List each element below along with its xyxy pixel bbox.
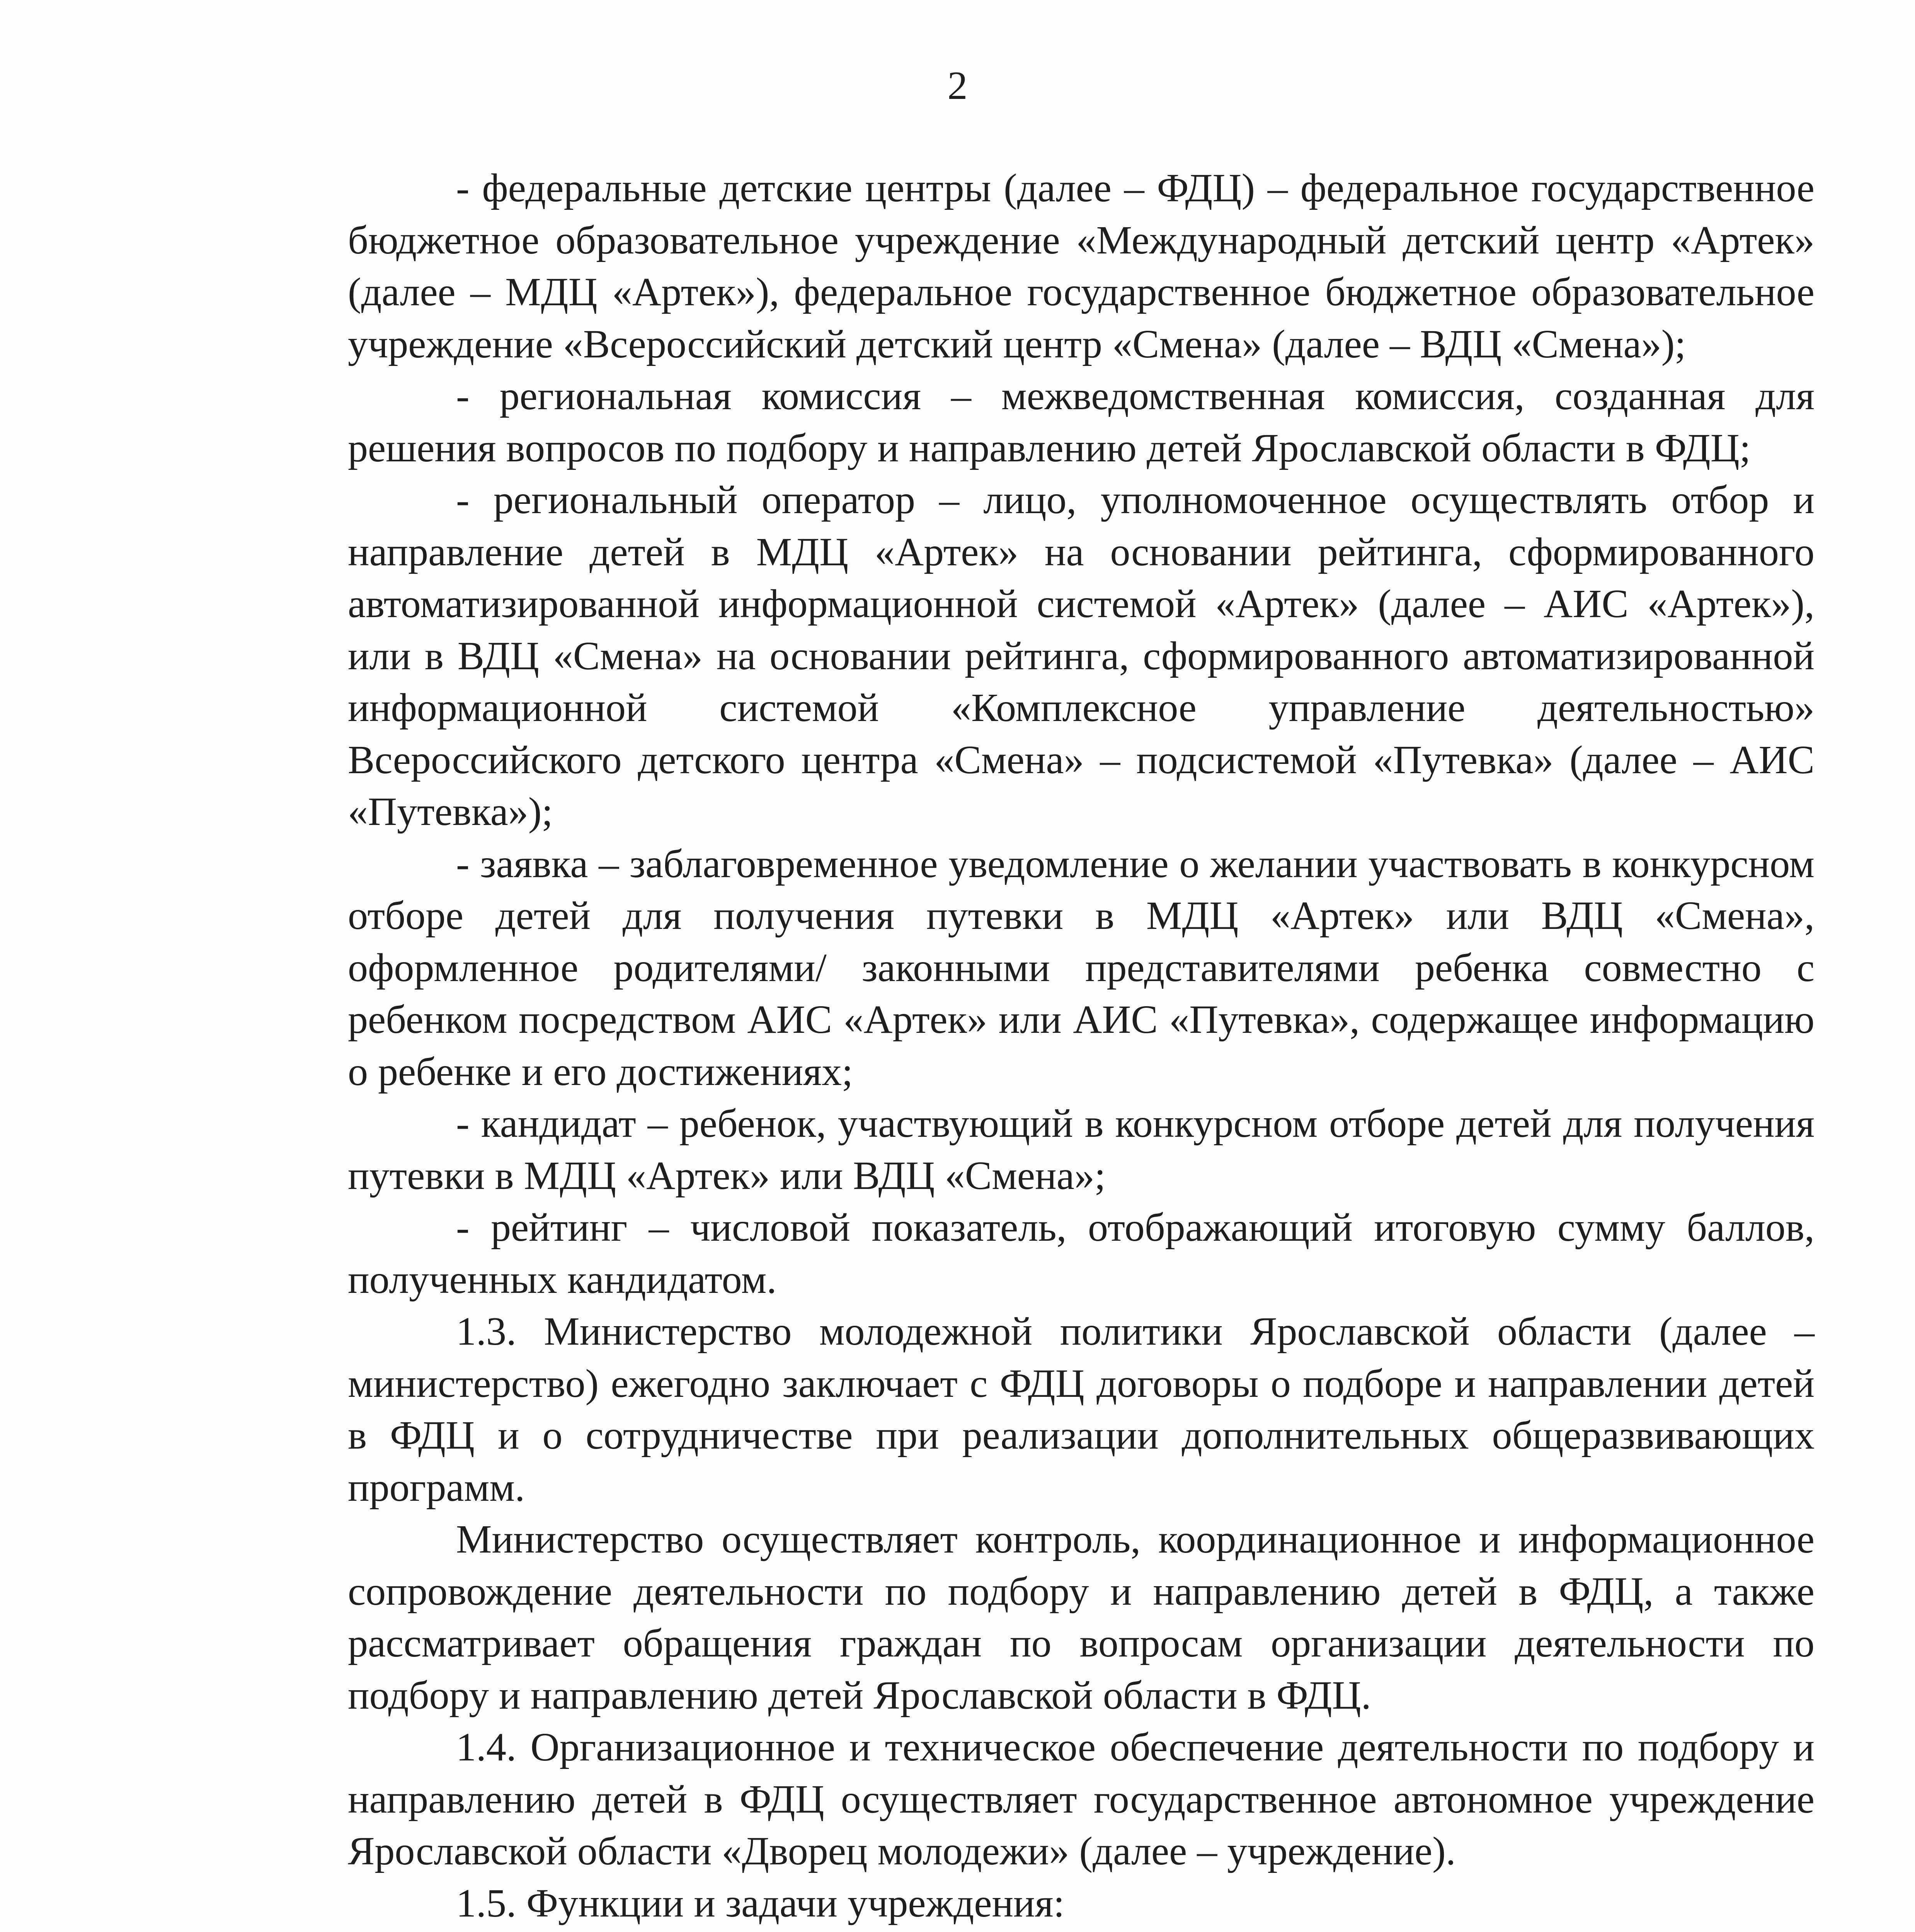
paragraph-ministry-control: Министерство осуществляет контроль, координационное и информационное сопровождение деятельности по подбору и направлению детей в ФДЦ, а также рассматривает обращения граждан по вопросам организации деятельности по подбору и направлению детей Ярославской области в ФДЦ. [348,1517,1815,1718]
paragraph-definition-fdc: - федеральные детские центры (далее – ФДЦ) – федеральное государственное бюджетное образовательное учреждение «Международный детский центр «Артек» (далее – МДЦ «Артек»), федеральное государственное бюджетное образовательное учреждение «Всероссийский детский центр «Смена» (далее – ВДЦ «Смена»); [348,166,1815,366]
paragraph-1-4: 1.4. Организационное и техническое обеспечение деятельности по подбору и направлению детей в ФДЦ осуществляет государственное автономное учреждение Ярославской области «Дворец молодежи» (далее – учреждение). [348,1725,1815,1873]
document-body [348,162,1815,1932]
paragraph-definition-regional-operator: - региональный оператор – лицо, уполномоченное осуществлять отбор и направление детей в МДЦ «Артек» на основании рейтинга, сформированного автоматизированной информационной системой «Артек» (далее – АИС «Артек»), или в ВДЦ «Смена» на основании рейтинга, сформированного автоматизированной информационной системой «Комплексное управление деятельностью» Всероссийского детского центра «Смена» – подсистемой «Путевка» (далее – АИС «Путевка»); [348,478,1815,834]
paragraph-definition-regional-commission: - региональная комиссия – межведомственная комиссия, созданная для решения вопросов по подбору и направлению детей Ярославской области в ФДЦ; [348,374,1815,470]
paragraph-definition-candidate: - кандидат – ребенок, участвующий в конкурсном отборе детей для получения путевки в МДЦ «Артек» или ВДЦ «Смена»; [348,1101,1815,1198]
paragraph-function-interaction [348,1929,1815,1932]
paragraph-1-5-heading: 1.5. Функции и задачи учреждения: [456,1881,1065,1925]
paragraph-definition-application: - заявка – заблаговременное уведомление о желании участвовать в конкурсном отборе детей для получения путевки в МДЦ «Артек» или ВДЦ «Смена», оформленное родителями/ законными представителями ребенка совместно с ребенком посредством АИС «Артек» или АИС «Путевка», содержащее информацию о ребенке и его достижениях; [348,841,1815,1094]
page-number: 2 [947,63,968,108]
paragraph-1-3: 1.3. Министерство молодежной политики Ярославской области (далее – министерство) ежегодно заключает с ФДЦ договоры о подборе и направлении детей в ФДЦ и о сотрудничестве при реализации дополнительных общеразвивающих программ. [348,1309,1815,1510]
paragraph-definition-rating: - рейтинг – числовой показатель, отображающий итоговую сумму баллов, полученных кандидатом. [348,1205,1815,1302]
